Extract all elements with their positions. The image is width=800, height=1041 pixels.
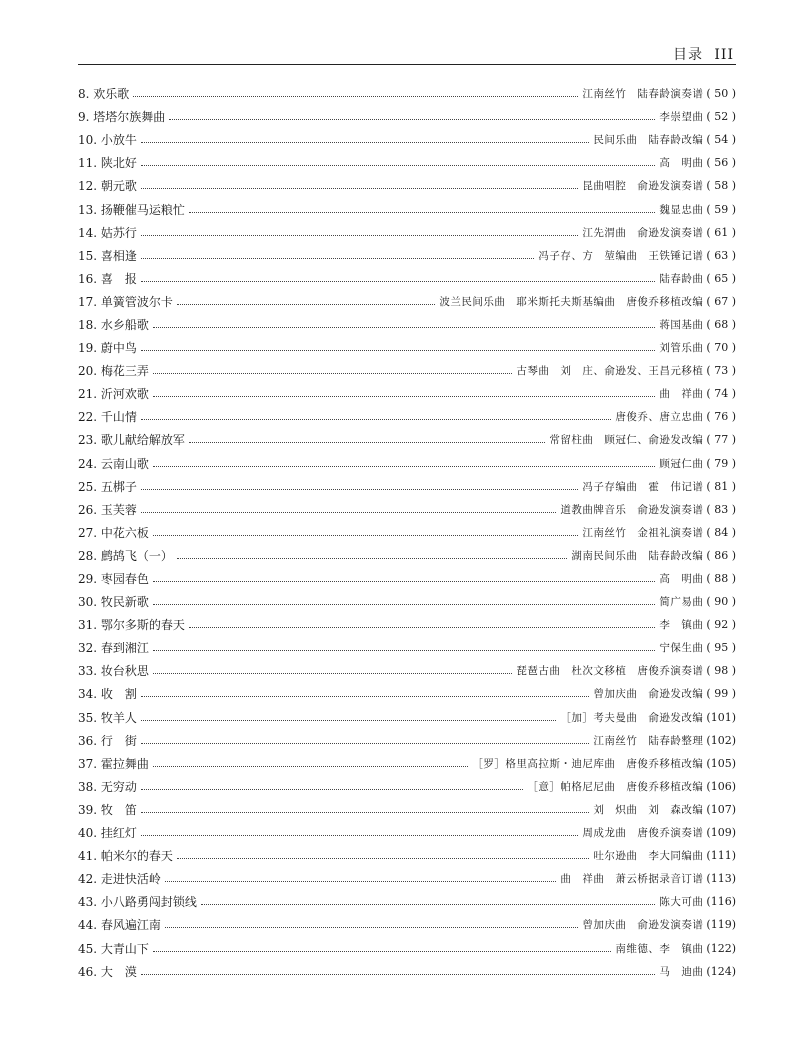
toc-entry-page: (111) (706, 849, 736, 863)
toc-entry-page: (102) (706, 733, 736, 747)
toc-entry (78, 544, 736, 567)
toc-entry-credit: 蒋国基曲 (659, 318, 704, 331)
toc-entry (78, 105, 736, 128)
toc-entry-page: ( 79 ) (706, 456, 736, 470)
toc-entry-credit: 高 明曲 (659, 157, 704, 170)
toc-entry-credit: 江先渭曲 俞逊发演奏谱 (582, 226, 704, 239)
toc-entry (78, 960, 736, 983)
toc-entry-credit: 曲 祥曲 萧云桥据录音订谱 (560, 873, 704, 886)
toc-entry (78, 659, 736, 682)
dot-leader (153, 466, 656, 467)
toc-entry-title: 37. 霍拉舞曲 (78, 756, 149, 771)
toc-entry-page: (122) (706, 941, 736, 955)
toc-entry-page: ( 52 ) (706, 110, 736, 124)
toc-entry-title: 39. 牧 笛 (78, 802, 137, 817)
toc-entry-credit: 曲 祥曲 (659, 388, 704, 401)
toc-entry-credit: 吐尔逊曲 李大同编曲 (593, 850, 704, 863)
toc-entry-credit: 李 镇曲 (659, 619, 704, 632)
dot-leader (141, 419, 612, 420)
toc-entry (78, 221, 736, 244)
toc-entry-title: 18. 水乡船歌 (78, 317, 149, 332)
toc-entry-title: 38. 无穷动 (78, 779, 137, 794)
toc-entry (78, 798, 736, 821)
toc-entry-credit: 昆曲唱腔 俞逊发演奏谱 (582, 180, 704, 193)
toc-entry-page: ( 68 ) (706, 317, 736, 331)
toc-entry-title: 21. 沂河欢歌 (78, 387, 149, 402)
dot-leader (141, 789, 524, 790)
toc-entry-title: 41. 帕米尔的春天 (78, 849, 173, 864)
toc-entry-credit: 陆春龄曲 (659, 272, 704, 285)
toc-entry-title: 9. 塔塔尔族舞曲 (78, 110, 166, 125)
toc-entry (78, 428, 736, 451)
toc-entry-credit: 马 迪曲 (659, 965, 704, 978)
dot-leader (141, 165, 656, 166)
toc-entry-title: 32. 春到湘江 (78, 641, 149, 656)
toc-entry-page: (101) (706, 710, 736, 724)
toc-entry-title: 40. 挂红灯 (78, 826, 137, 841)
header-label: 目录 (672, 47, 703, 63)
toc-entry (78, 174, 736, 197)
dot-leader (153, 951, 612, 952)
toc-entry-credit: 波兰民间乐曲 耶米斯托夫斯基编曲 唐俊乔移植改编 (439, 295, 704, 308)
toc-entry-credit: 古琴曲 刘 庄、俞逊发、王昌元移植 (516, 365, 704, 378)
dot-leader (153, 766, 469, 767)
toc-entry-credit: 简广易曲 (659, 596, 704, 609)
toc-entry-credit: 刘管乐曲 (659, 342, 704, 355)
dot-leader (153, 581, 656, 582)
toc-entry-credit: 湖南民间乐曲 陆春龄改编 (571, 549, 704, 562)
toc-entry-credit: 顾冠仁曲 (659, 457, 704, 470)
toc-entry-title: 29. 枣园春色 (78, 572, 149, 587)
toc-entry-page: ( 63 ) (706, 248, 736, 262)
dot-leader (153, 535, 579, 536)
dot-leader (153, 327, 656, 328)
dot-leader (169, 119, 655, 120)
toc-entry (78, 452, 736, 475)
toc-entry (78, 913, 736, 936)
dot-leader (153, 604, 656, 605)
header-page-numeral: III (714, 47, 734, 63)
dot-leader (153, 650, 656, 651)
toc-entry-title: 36. 行 街 (78, 733, 137, 748)
toc-entry-page: ( 81 ) (706, 479, 736, 493)
toc-entry (78, 936, 736, 959)
toc-entry (78, 82, 736, 105)
toc-entry-credit: 常留柱曲 顾冠仁、俞逊发改编 (549, 434, 704, 447)
toc-entry-page: ( 61 ) (706, 225, 736, 239)
toc-entry-title: 44. 春风遍江南 (78, 918, 161, 933)
toc-entry-page: ( 83 ) (706, 502, 736, 516)
toc-entry-page: ( 95 ) (706, 641, 736, 655)
toc-entry (78, 498, 736, 521)
dot-leader (153, 396, 656, 397)
toc-entry-title: 10. 小放牛 (78, 133, 137, 148)
dot-leader (141, 512, 557, 513)
toc-entry-title: 19. 蔚中鸟 (78, 341, 137, 356)
dot-leader (189, 627, 656, 628)
toc-entry-page: ( 56 ) (706, 156, 736, 170)
dot-leader (141, 835, 579, 836)
toc-entry-title: 28. 鹧鸪飞（一） (78, 548, 173, 563)
toc-entry-page: (105) (706, 756, 736, 770)
toc-entry-page: ( 86 ) (706, 548, 736, 562)
toc-entry-credit: 高 明曲 (659, 573, 704, 586)
toc-entry-title: 14. 姑苏行 (78, 225, 137, 240)
toc-entry-title: 43. 小八路勇闯封锁线 (78, 895, 197, 910)
dot-leader (141, 235, 579, 236)
toc-entry-page: ( 76 ) (706, 410, 736, 424)
toc-entry-title: 17. 单簧管波尔卡 (78, 294, 173, 309)
toc-entry-title: 11. 陕北好 (78, 156, 137, 171)
toc-entry (78, 382, 736, 405)
dot-leader (141, 350, 656, 351)
dot-leader (177, 558, 568, 559)
toc-entry-title: 46. 大 漠 (78, 964, 137, 979)
toc-entry-title: 30. 牧民新歌 (78, 595, 149, 610)
toc-entry-page: (124) (706, 964, 736, 978)
toc-entry-title: 13. 扬鞭催马运粮忙 (78, 202, 185, 217)
toc-entry (78, 336, 736, 359)
dot-leader (177, 858, 590, 859)
dot-leader (165, 927, 579, 928)
toc-entry (78, 475, 736, 498)
toc-entry-page: (116) (706, 895, 736, 909)
toc-entry-page: ( 58 ) (706, 179, 736, 193)
toc-entry (78, 706, 736, 729)
toc-entry (78, 128, 736, 151)
toc-entry (78, 521, 736, 544)
toc-entry (78, 682, 736, 705)
toc-entry (78, 867, 736, 890)
toc-entry-page: (106) (706, 779, 736, 793)
toc-entry-credit: 冯子存、方 堃编曲 王铁锤记谱 (538, 249, 704, 262)
toc-entry (78, 313, 736, 336)
toc-entry (78, 890, 736, 913)
toc-entry-title: 12. 朝元歌 (78, 179, 137, 194)
toc-entry-credit: 曾加庆曲 俞逊发演奏谱 (582, 919, 704, 932)
header-rule (78, 64, 736, 65)
toc-entry-credit: 江南丝竹 金祖礼演奏谱 (582, 526, 704, 539)
toc-entry-credit: 南维德、李 镇曲 (615, 942, 704, 955)
dot-leader (189, 442, 546, 443)
toc-entry-page: ( 84 ) (706, 525, 736, 539)
toc-entry-title: 25. 五梆子 (78, 479, 137, 494)
dot-leader (177, 304, 436, 305)
toc-entry-title: 33. 妆台秋思 (78, 664, 149, 679)
toc-entry-title: 45. 大青山下 (78, 941, 149, 956)
toc-entry-credit: 曾加庆曲 俞逊发改编 (593, 688, 704, 701)
toc-entry-page: ( 50 ) (706, 87, 736, 101)
toc-entry-page: (107) (706, 802, 736, 816)
toc-entry-page: ( 65 ) (706, 271, 736, 285)
dot-leader (153, 673, 513, 674)
toc-entry-page: ( 99 ) (706, 687, 736, 701)
dot-leader (153, 373, 513, 374)
toc-entry-credit: 刘 炽曲 刘 森改编 (593, 803, 704, 816)
toc-entry-title: 20. 梅花三弄 (78, 364, 149, 379)
dot-leader (165, 881, 557, 882)
toc-entry (78, 590, 736, 613)
toc-entry (78, 844, 736, 867)
toc-entry (78, 197, 736, 220)
toc-entry (78, 775, 736, 798)
toc-entry (78, 290, 736, 313)
toc-entry-credit: 魏显忠曲 (659, 203, 704, 216)
toc-entry-credit: 周成龙曲 唐俊乔演奏谱 (582, 827, 704, 840)
toc-entry-credit: ［罗］格里高拉斯・迪尼库曲 唐俊乔移植改编 (472, 757, 704, 770)
toc-entry-title: 16. 喜 报 (78, 271, 137, 286)
toc-entry-page: (113) (706, 872, 736, 886)
dot-leader (141, 974, 656, 975)
toc-entry-title: 24. 云南山歌 (78, 456, 149, 471)
toc-entry (78, 636, 736, 659)
toc-entry-page: ( 90 ) (706, 595, 736, 609)
toc-entry-title: 22. 千山情 (78, 410, 137, 425)
toc-entry-title: 26. 玉芙蓉 (78, 502, 137, 517)
toc-entry (78, 244, 736, 267)
toc-entry (78, 752, 736, 775)
toc-entry-credit: 道教曲牌音乐 俞逊发演奏谱 (560, 503, 704, 516)
toc-entry-title: 8. 欢乐歌 (78, 87, 130, 102)
table-of-contents (78, 82, 736, 983)
toc-entry-title: 42. 走进快活岭 (78, 872, 161, 887)
toc-entry-page: ( 59 ) (706, 202, 736, 216)
toc-entry-credit: 宁保生曲 (659, 642, 704, 655)
dot-leader (141, 720, 557, 721)
toc-entry (78, 405, 736, 428)
dot-leader (141, 743, 590, 744)
dot-leader (189, 212, 656, 213)
toc-entry (78, 267, 736, 290)
toc-entry-page: ( 74 ) (706, 387, 736, 401)
toc-entry-credit: 陈大可曲 (659, 896, 704, 909)
toc-entry-credit: 李崇望曲 (659, 111, 704, 124)
dot-leader (141, 489, 579, 490)
toc-entry-page: ( 73 ) (706, 364, 736, 378)
toc-entry-page: ( 54 ) (706, 133, 736, 147)
page-header (673, 44, 734, 64)
toc-entry-title: 31. 鄂尔多斯的春天 (78, 618, 185, 633)
dot-leader (141, 258, 535, 259)
dot-leader (141, 188, 579, 189)
dot-leader (201, 904, 656, 905)
toc-entry-page: ( 92 ) (706, 618, 736, 632)
toc-entry-page: (119) (706, 918, 736, 932)
toc-entry (78, 359, 736, 382)
toc-entry (78, 151, 736, 174)
toc-entry-page: (109) (706, 826, 736, 840)
toc-entry-credit: 唐俊乔、唐立忠曲 (615, 411, 704, 424)
toc-entry (78, 613, 736, 636)
dot-leader (141, 696, 590, 697)
toc-entry-page: ( 77 ) (706, 433, 736, 447)
toc-entry-title: 15. 喜相逢 (78, 248, 137, 263)
toc-entry-credit: 江南丝竹 陆春龄演奏谱 (582, 88, 704, 101)
dot-leader (141, 812, 590, 813)
toc-entry-page: ( 70 ) (706, 341, 736, 355)
toc-entry-credit: 江南丝竹 陆春龄整理 (593, 734, 704, 747)
toc-entry-credit: ［意］帕格尼尼曲 唐俊乔移植改编 (527, 780, 704, 793)
toc-entry-title: 27. 中花六板 (78, 525, 149, 540)
toc-entry (78, 729, 736, 752)
toc-entry (78, 821, 736, 844)
toc-entry-credit: ［加］考夫曼曲 俞逊发改编 (560, 711, 704, 724)
toc-entry-credit: 民间乐曲 陆春龄改编 (593, 134, 704, 147)
dot-leader (133, 96, 578, 97)
toc-entry-credit: 冯子存编曲 霍 伟记谱 (582, 480, 704, 493)
dot-leader (141, 142, 590, 143)
toc-entry-credit: 琵琶古曲 杜次文移植 唐俊乔演奏谱 (516, 665, 704, 678)
toc-entry-page: ( 67 ) (706, 294, 736, 308)
toc-entry-page: ( 88 ) (706, 572, 736, 586)
toc-entry-title: 23. 歌儿献给解放军 (78, 433, 185, 448)
toc-entry-title: 34. 收 割 (78, 687, 137, 702)
toc-entry-title: 35. 牧羊人 (78, 710, 137, 725)
toc-entry (78, 567, 736, 590)
dot-leader (141, 281, 656, 282)
toc-entry-page: ( 98 ) (706, 664, 736, 678)
